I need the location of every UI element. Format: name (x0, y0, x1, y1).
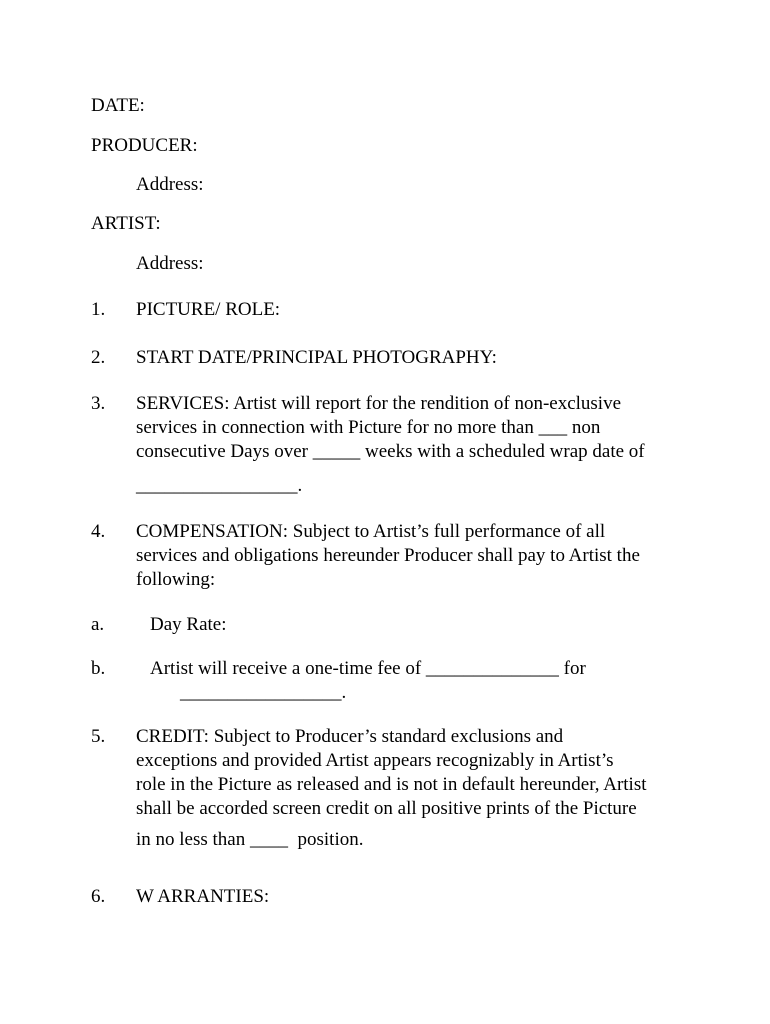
producer-address-label: Address: (136, 174, 204, 195)
artist-label: ARTIST: (91, 213, 161, 234)
section-4a-letter: a. (91, 614, 105, 635)
section-5-line-2: exceptions and provided Artist appears recognizably in Artist’s (136, 750, 614, 771)
section-4b-line-2: _________________. (180, 682, 347, 703)
date-label: DATE: (91, 95, 145, 116)
section-2-number: 2. (91, 347, 106, 368)
section-1-text: PICTURE/ ROLE: (136, 299, 281, 320)
artist-address-label: Address: (136, 253, 204, 274)
section-5-line-3: role in the Picture as released and is not in default hereunder, Artist (136, 774, 647, 795)
section-5-line-4: shall be accorded screen credit on all positive prints of the Picture (136, 798, 637, 819)
section-4a-text: Day Rate: (150, 614, 227, 635)
section-2-text: START DATE/PRINCIPAL PHOTOGRAPHY: (136, 347, 497, 368)
section-6-text: W ARRANTIES: (136, 886, 270, 907)
section-4-line-1: COMPENSATION: Subject to Artist’s full performance of all (136, 521, 606, 542)
section-4-number: 4. (91, 521, 106, 542)
section-5-line-5: in no less than ____ position. (136, 829, 364, 850)
section-4-line-3: following: (136, 569, 216, 590)
section-5-line-1: CREDIT: Subject to Producer’s standard exclusions and (136, 726, 564, 747)
section-5-number: 5. (91, 726, 106, 747)
producer-label: PRODUCER: (91, 135, 198, 156)
section-3-number: 3. (91, 393, 106, 414)
section-4b-line-1: Artist will receive a one-time fee of ______________ for (150, 658, 586, 679)
section-3-line-2: services in connection with Picture for no more than ___ non (136, 417, 601, 438)
section-4-line-2: services and obligations hereunder Producer shall pay to Artist the (136, 545, 640, 566)
section-6-number: 6. (91, 886, 106, 907)
section-4b-letter: b. (91, 658, 106, 679)
section-3-line-1: SERVICES: Artist will report for the rendition of non-exclusive (136, 393, 622, 414)
section-3-line-3: consecutive Days over _____ weeks with a scheduled wrap date of (136, 441, 645, 462)
section-1-number: 1. (91, 299, 106, 320)
section-3-line-4: _________________. (136, 475, 303, 496)
